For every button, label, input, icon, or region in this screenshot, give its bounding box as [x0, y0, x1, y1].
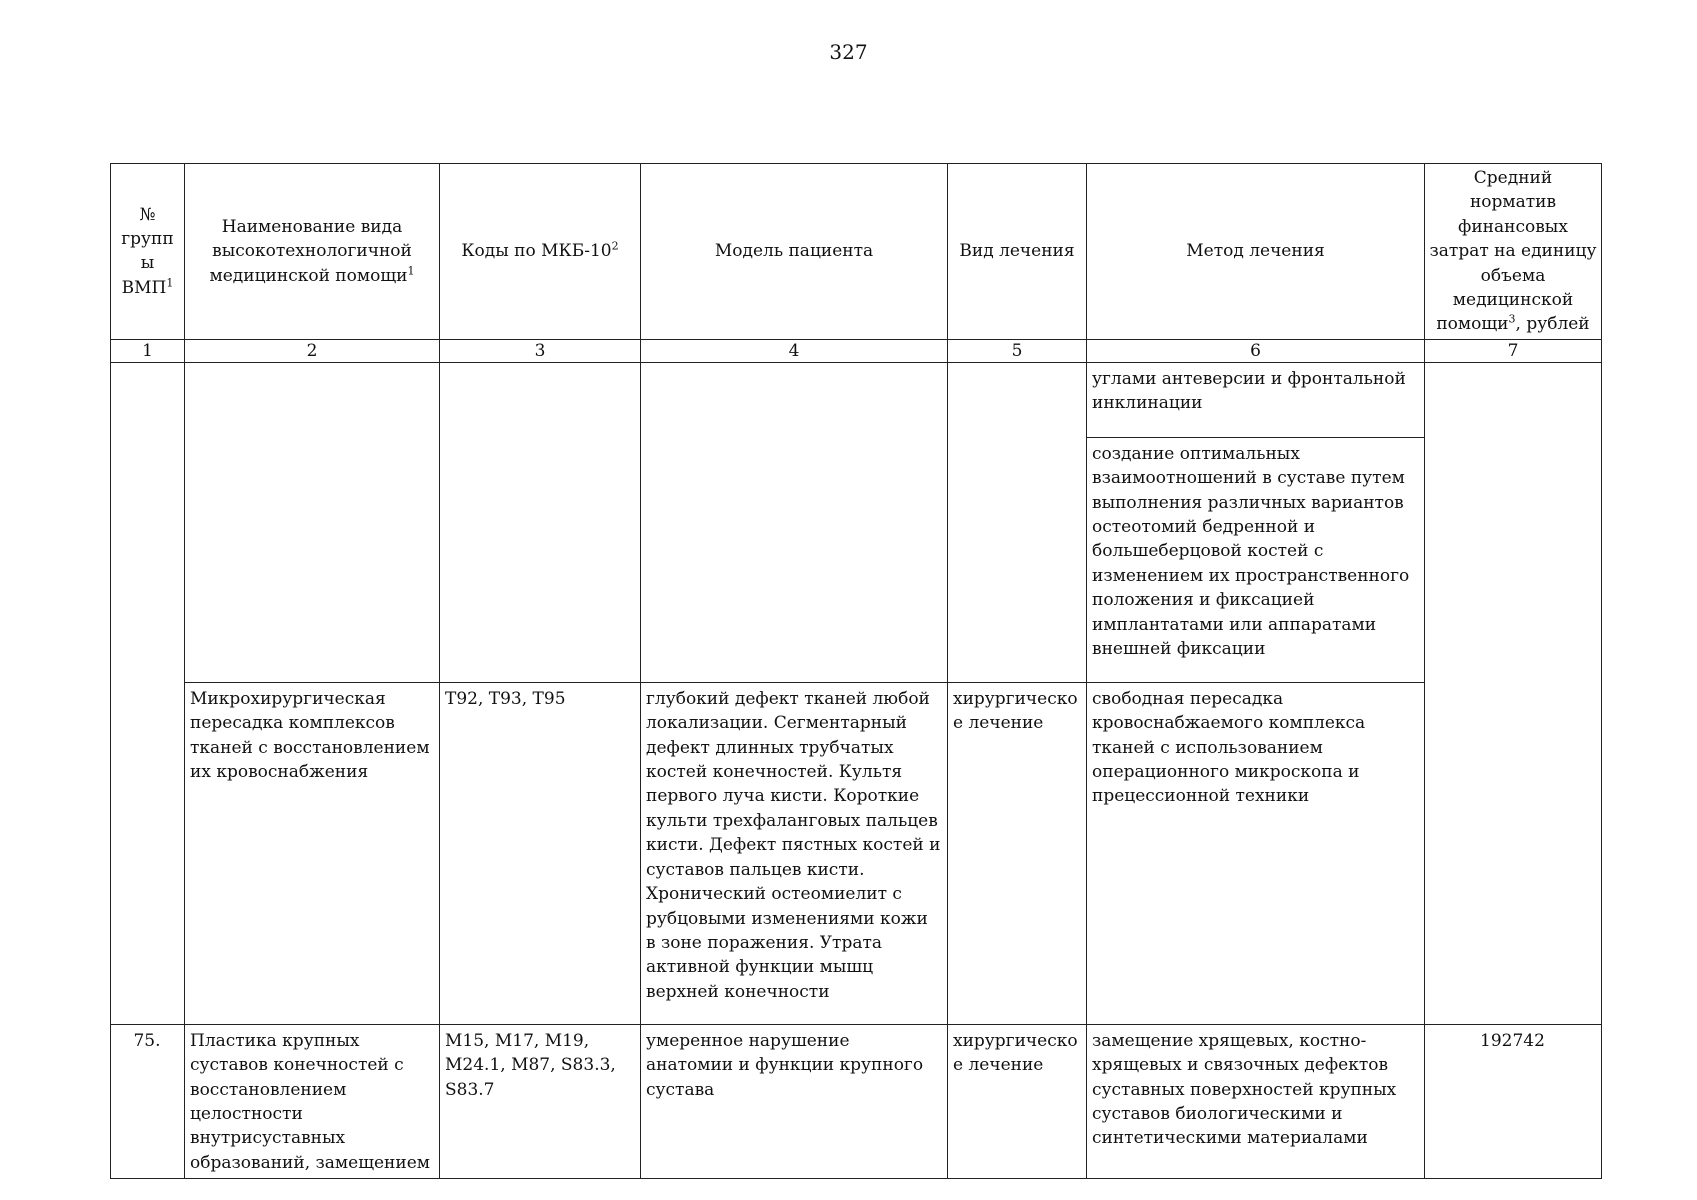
patient-model-cell: умеренное нарушение анатомии и функции крупного сустава [641, 1024, 948, 1178]
icd-codes-cell: T92, T93, T95 [440, 682, 641, 1024]
treatment-type-cell [948, 362, 1087, 682]
header-treatment-type: Вид лечения [948, 164, 1087, 340]
column-number: 4 [641, 339, 948, 362]
group-number-cell: 75. [111, 1024, 185, 1178]
header-treatment-method: Метод лечения [1087, 164, 1425, 340]
cost-cell: 192742 [1425, 1024, 1602, 1178]
table-header-row [111, 164, 1602, 340]
header-group-number: № групп ы ВМП$^1$ [111, 164, 185, 340]
icd-codes-cell [440, 362, 641, 682]
treatment-method-cell: свободная пересадка кровоснабжаемого комплекса тканей с использованием операционного микроскопа и прецессионной техники [1087, 682, 1425, 1024]
page-number: 327 [829, 40, 868, 64]
table-row [111, 362, 1602, 437]
header-care-type-name: Наименование вида высокотехнологичной медицинской помощи$^1$ [185, 164, 440, 340]
column-number: 2 [185, 339, 440, 362]
treatment-method-cell: создание оптимальных взаимоотношений в суставе путем выполнения различных вариантов остеотомий бедренной и большеберцовой костей с изменением их пространственного положения и фиксацией имплантатами или аппаратами внешней фиксации [1087, 437, 1425, 682]
column-numbers-row [111, 339, 1602, 362]
treatment-method-cell: углами антеверсии и фронтальной инклинации [1087, 362, 1425, 437]
table-row [111, 682, 1602, 1024]
patient-model-cell [641, 362, 948, 682]
cost-cell [1425, 362, 1602, 1024]
column-number: 3 [440, 339, 641, 362]
care-type-name-cell [185, 362, 440, 682]
column-number: 1 [111, 339, 185, 362]
group-number-cell [111, 362, 185, 1024]
vmp-table [110, 163, 1602, 1179]
treatment-method-cell: замещение хрящевых, костно-хрящевых и связочных дефектов суставных поверхностей крупных суставов биологическими и синтетическими материалами [1087, 1024, 1425, 1178]
care-type-name-cell: Микрохирургическая пересадка комплексов тканей с восстановлением их кровоснабжения [185, 682, 440, 1024]
column-number: 7 [1425, 339, 1602, 362]
icd-codes-cell: M15, M17, M19, M24.1, M87, S83.3, S83.7 [440, 1024, 641, 1178]
column-number: 5 [948, 339, 1087, 362]
treatment-type-cell: хирургическо е лечение [948, 1024, 1087, 1178]
treatment-type-cell: хирургическо е лечение [948, 682, 1087, 1024]
header-cost-standard: Средний норматив финансовых затрат на единицу объема медицинской помощи$^3$, рублей [1425, 164, 1602, 340]
table-row [111, 1024, 1602, 1178]
column-number: 6 [1087, 339, 1425, 362]
care-type-name-cell: Пластика крупных суставов конечностей с восстановлением целостности внутрисуставных образований, замещением [185, 1024, 440, 1178]
header-patient-model: Модель пациента [641, 164, 948, 340]
patient-model-cell: глубокий дефект тканей любой локализации. Сегментарный дефект длинных трубчатых костей конечностей. Культя первого луча кисти. Короткие культи трехфаланговых пальцев кисти. Дефект пястных костей и суставов пальцев кисти. Хронический остеомиелит с рубцовыми изменениями кожи в зоне поражения. Утрата активной функции мышц верхней конечности [641, 682, 948, 1024]
header-icd-codes: Коды по МКБ-$10^2$ [440, 164, 641, 340]
